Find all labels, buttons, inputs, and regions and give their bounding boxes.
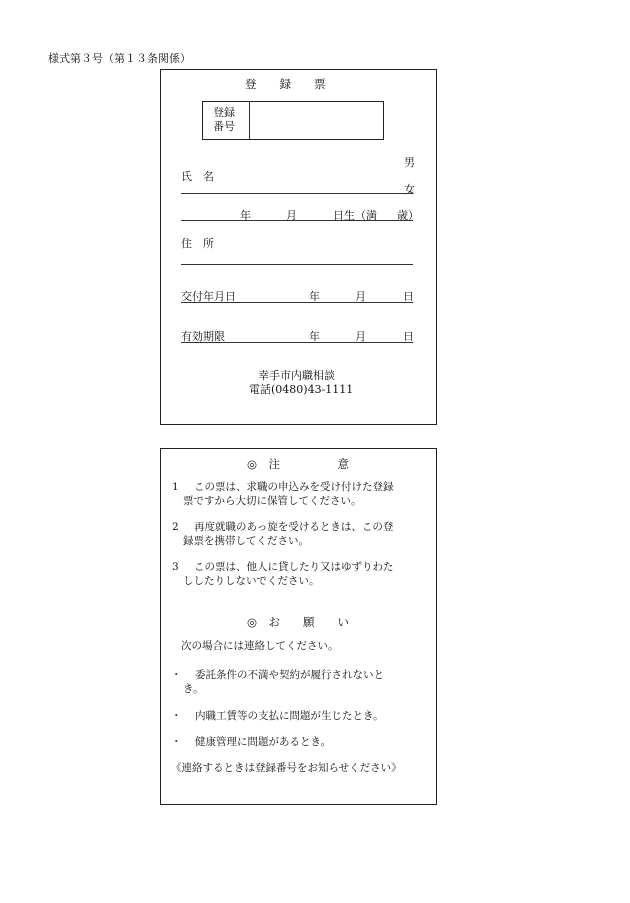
registration-number-box [202,101,384,140]
registration-number-label: 登録 番号 [213,106,235,133]
registration-card [160,69,437,425]
notes-card [160,448,437,805]
male-label: 男 [404,156,415,169]
caution-item-1-number: 1 [172,481,179,493]
name-line [181,193,413,194]
caution-item-1: この票は、求職の申込みを受け付けた登録 票ですから大切に保管してください。 [183,481,394,507]
request-bullet-3: ・ [171,736,182,748]
issue-day-label: 日 [403,290,414,303]
card-title: 登 録 票 [245,77,326,91]
issue-year-label: 年 [309,290,320,303]
birth-day-label: 日生（満 [333,209,377,222]
request-intro: 次の場合には連絡してください。 [181,640,339,652]
address-label: 住 所 [181,237,214,250]
valid-day-label: 日 [403,330,414,343]
office-phone: 電話(0480)43-1111 [249,383,354,396]
birth-year-label: 年 [240,209,251,222]
caution-item-3: この票は、他人に貸したり又はゆずりわた ししたりしないでください。 [183,561,394,587]
caution-item-2: 再度就職のあっ旋を受けるときは、この登 録票を携帯してください。 [183,521,394,547]
birth-line [181,220,413,221]
contact-footer: 《連絡するときは登録番号をお知らせください》 [171,762,402,774]
age-label: 歳） [397,209,419,222]
request-item-3: 健康管理に問題があるとき。 [195,736,332,748]
female-label: 女 [404,183,415,196]
issue-date-line [181,302,413,303]
form-number-label: 様式第３号（第１３条関係） [48,52,191,65]
issue-date-label: 交付年月日 [181,290,236,303]
request-item-1: 委託条件の不満や契約が履行されないと き。 [183,669,384,695]
request-bullet-1: ・ [171,669,182,681]
caution-title: ◎ 注 意 [247,457,350,471]
address-line [181,264,413,265]
issue-month-label: 月 [355,290,366,303]
request-title: ◎ お 願 い [247,615,350,629]
office-name: 幸手市内職相談 [258,369,335,382]
birth-month-label: 月 [286,209,297,222]
caution-item-3-number: 3 [172,561,179,573]
caution-item-2-number: 2 [172,521,179,533]
valid-until-line [181,342,413,343]
valid-year-label: 年 [309,330,320,343]
request-bullet-2: ・ [171,710,182,722]
name-label: 氏 名 [181,170,214,183]
valid-until-label: 有効期限 [181,330,225,343]
request-item-2: 内職工賃等の支払に問題が生じたとき。 [195,710,384,722]
valid-month-label: 月 [355,330,366,343]
